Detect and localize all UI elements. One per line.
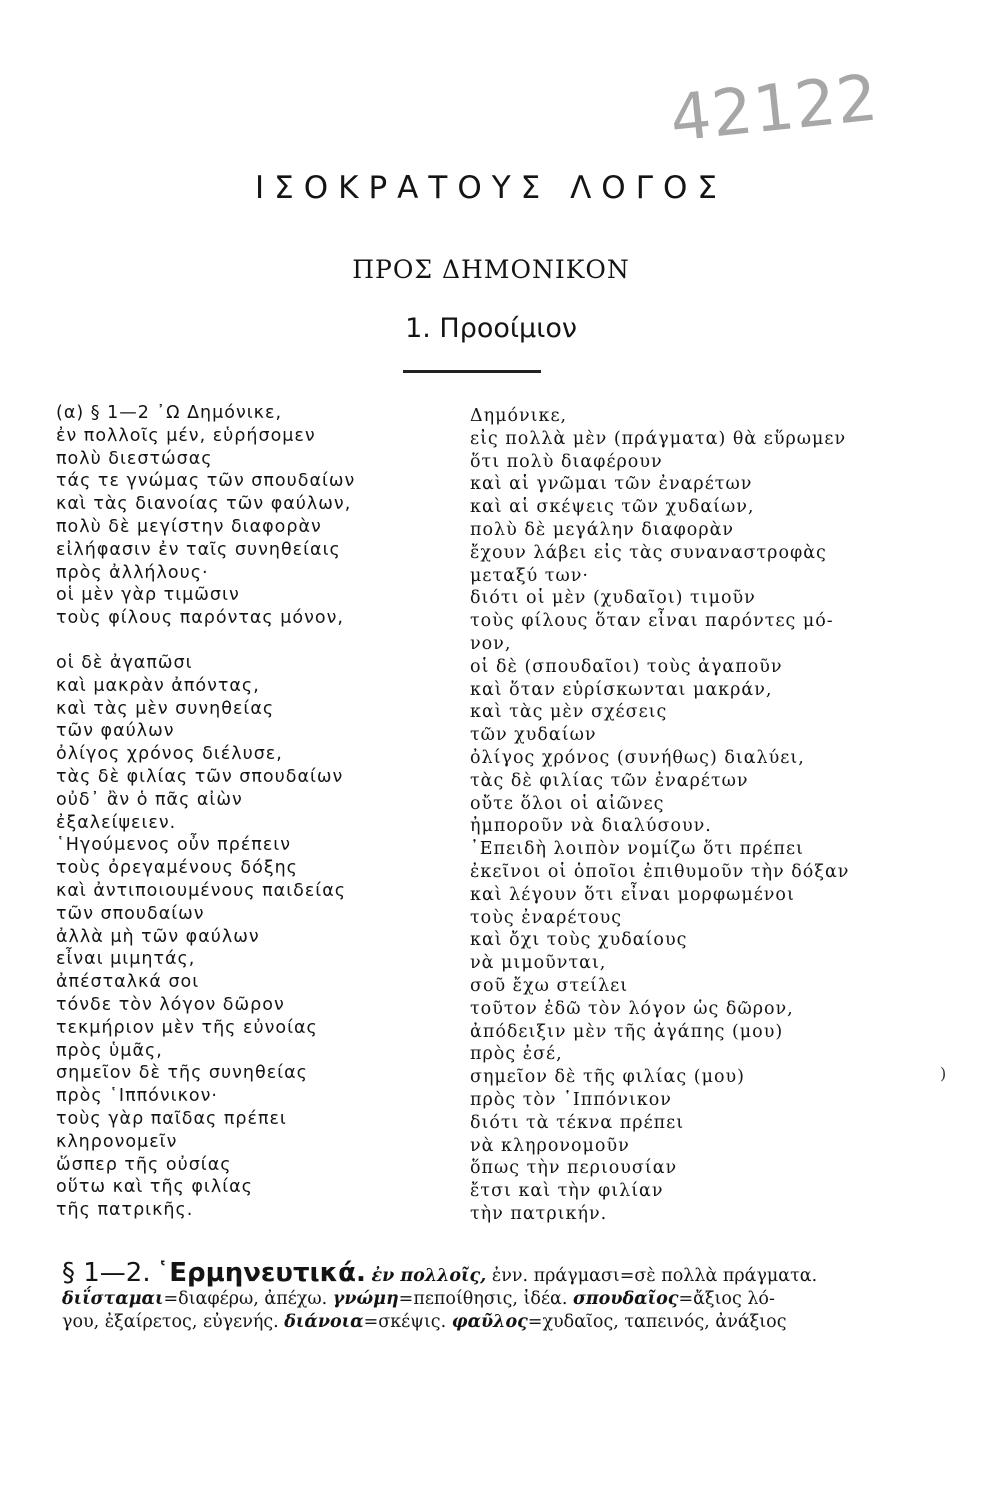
page-title: ΙΣΟΚΡΑΤΟΥΣ ΛΟΓΟΣ bbox=[255, 170, 727, 206]
section-title: 1. Προοίμιον bbox=[405, 313, 577, 344]
note-term: διΐσταμαι bbox=[62, 1289, 164, 1309]
text-line: καὶ τὰς διανοίας τῶν φαύλων, bbox=[56, 494, 352, 515]
note-term: γνώμη bbox=[332, 1289, 399, 1309]
note-text: =διαφέρω, ἀπέχω. bbox=[163, 1289, 333, 1309]
note-term: σπουδαῖος bbox=[572, 1289, 679, 1309]
text-line: πολὺ δὲ μεγίστην διαφορὰν bbox=[56, 516, 322, 537]
translation-line: καὶ λέγουν ὅτι εἶναι μορφωμένοι bbox=[470, 884, 795, 905]
note-text: ἐνν. πράγμασι=σὲ πολλὰ πράγματα. bbox=[486, 1266, 818, 1286]
note-text: =πεποίθησις, ἰδέα. bbox=[398, 1289, 573, 1309]
notes-heading: ῾Ερμηνευτικά. bbox=[156, 1258, 366, 1288]
translation-line: εἰς πολλὰ μὲν (πράγματα) θὰ εὕρωμεν bbox=[470, 428, 847, 449]
translation-line: ἀπόδειξιν μὲν τῆς ἀγάπης (μου) bbox=[470, 1021, 784, 1042]
translation-line: τοῦτον ἐδῶ τὸν λόγον ὡς δῶρον, bbox=[470, 998, 794, 1019]
translation-line: ὅτι πολὺ διαφέρουν bbox=[470, 451, 663, 472]
text-line: εἰλήφασιν ἐν ταῖς συνηθείαις bbox=[56, 539, 341, 560]
translation-line: καὶ αἱ σκέψεις τῶν χυδαίων, bbox=[470, 497, 755, 518]
paragraph-gap bbox=[56, 630, 456, 652]
text-line: τοὺς φίλους παρόντας μόνον, bbox=[56, 608, 344, 629]
translation-line: καὶ τὰς μὲν σχέσεις bbox=[470, 702, 668, 723]
text-line: ῾Ηγούμενος οὖν πρέπειν bbox=[56, 835, 291, 856]
text-line: καὶ μακρὰν ἀπόντας, bbox=[56, 675, 260, 696]
translation-line: ὀλίγος χρόνος (συνήθως) διαλύει, bbox=[470, 747, 805, 768]
translation-line: σημεῖον δὲ τῆς φιλίας (μου) bbox=[470, 1067, 745, 1088]
translation-line: ἔχουν λάβει εἰς τὰς συναναστροφὰς bbox=[470, 542, 827, 563]
translation-line: πρὸς τὸν ῾Ιππόνικον bbox=[470, 1089, 672, 1110]
text-line: τῆς πατρικῆς. bbox=[56, 1200, 194, 1221]
text-line: πρὸς ἀλλήλους· bbox=[56, 562, 209, 583]
translation-line: διότι οἱ μὲν (χυδαῖοι) τιμοῦν bbox=[470, 588, 756, 609]
text-line: τόνδε τὸν λόγον δῶρον bbox=[56, 994, 285, 1015]
note-text: γου, ἐξαίρετος, εὐγενής. bbox=[62, 1312, 285, 1332]
translation-line: τοὺς φίλους ὅταν εἶναι παρόντες μό- bbox=[470, 611, 834, 632]
translation-line: ἔτσι καὶ τὴν φιλίαν bbox=[470, 1181, 664, 1202]
text-line: τάς τε γνώμας τῶν σπουδαίων bbox=[56, 471, 356, 492]
translation-line: νὰ κληρονομοῦν bbox=[470, 1135, 630, 1156]
title-divider bbox=[403, 370, 541, 373]
translation-line: διότι τὰ τέκνα πρέπει bbox=[470, 1112, 685, 1133]
text-line: τοὺς γὰρ παῖδας πρέπει bbox=[56, 1108, 287, 1129]
text-line: οὐδ᾿ ἂν ὁ πᾶς αἰὼν bbox=[56, 789, 243, 810]
text-line: κληρονομεῖν bbox=[56, 1131, 178, 1152]
text-line: οὕτω καὶ τῆς φιλίας bbox=[56, 1177, 253, 1198]
text-line: τὰς δὲ φιλίας τῶν σπουδαίων bbox=[56, 766, 344, 787]
translation-line: καὶ αἱ γνῶμαι τῶν ἐναρέτων bbox=[470, 474, 753, 495]
text-line: καὶ ἀντιποιουμένους παιδείας bbox=[56, 880, 347, 901]
text-line: (α) § 1—2 ᾿Ω Δημόνικε, bbox=[56, 403, 283, 423]
translation-line: νον, bbox=[470, 633, 512, 654]
note-text: =σκέψις. bbox=[363, 1312, 452, 1332]
translation-line: τῶν χυδαίων bbox=[470, 725, 597, 746]
text-line: πολὺ διεστώσας bbox=[56, 448, 213, 469]
translation-line: ὅπως τὴν περιουσίαν bbox=[470, 1158, 678, 1179]
page-subtitle: ΠΡΟΣ ΔΗΜΟΝΙΚΟΝ bbox=[352, 255, 630, 284]
text-line: ἐξαλείψειεν. bbox=[56, 812, 177, 833]
translation-line: σοῦ ἔχω στείλει bbox=[470, 975, 629, 996]
text-line: σημεῖον δὲ τῆς συνηθείας bbox=[56, 1063, 308, 1084]
text-line: ἀπέσταλκά σοι bbox=[56, 972, 200, 993]
text-line: πρὸς ῾Ιππόνικον· bbox=[56, 1086, 218, 1107]
note-term: διάνοια bbox=[284, 1312, 364, 1332]
note-text: =ἄξιος λό- bbox=[678, 1289, 775, 1309]
text-line: τεκμήριον μὲν τῆς εὐνοίας bbox=[56, 1017, 318, 1038]
translation-line: ᾿Επειδὴ λοιπὸν νομίζω ὅτι πρέπει bbox=[470, 839, 804, 860]
text-line: οἱ μὲν γὰρ τιμῶσιν bbox=[56, 585, 240, 606]
text-line: τῶν σπουδαίων bbox=[56, 903, 205, 924]
original-text-column bbox=[56, 402, 456, 1222]
translation-line: οὔτε ὅλοι οἱ αἰῶνες bbox=[470, 793, 665, 814]
translation-line: πρὸς ἐσέ, bbox=[470, 1044, 563, 1065]
note-text: =χυδαῖος, ταπεινός, ἀνάξιος bbox=[527, 1312, 787, 1332]
translation-line: νὰ μιμοῦνται, bbox=[470, 953, 607, 974]
translation-line: ἐκεῖνοι οἱ ὁποῖοι ἐπιθυμοῦν τὴν δόξαν bbox=[470, 861, 850, 882]
margin-mark: ) bbox=[940, 1064, 947, 1083]
text-line: καὶ τὰς μὲν συνηθείας bbox=[56, 698, 275, 719]
translation-line: πολὺ δὲ μεγάλην διαφορὰν bbox=[470, 519, 735, 540]
text-line: οἱ δὲ ἀγαπῶσι bbox=[56, 652, 193, 673]
translation-line: τοὺς ἐναρέτους bbox=[470, 907, 623, 928]
notes-section-ref: § 1—2. bbox=[62, 1258, 151, 1288]
translation-line: καὶ ὅταν εὑρίσκωνται μακράν, bbox=[470, 679, 773, 700]
translation-line: καὶ ὄχι τοὺς χυδαίους bbox=[470, 930, 688, 951]
note-term: ἐν πολλοῖς, bbox=[371, 1266, 487, 1286]
text-line: ἀλλὰ μὴ τῶν φαύλων bbox=[56, 926, 260, 947]
text-line: εἶναι μιμητάς, bbox=[56, 949, 196, 970]
translation-line: μεταξύ των· bbox=[470, 565, 589, 586]
text-line: ὥσπερ τῆς οὐσίας bbox=[56, 1154, 232, 1175]
translation-line: οἱ δὲ (σπουδαῖοι) τοὺς ἀγαποῦν bbox=[470, 656, 783, 677]
text-line: ἐν πολλοῖς μέν, εὑρήσομεν bbox=[56, 425, 316, 446]
note-term: φαῦλος bbox=[451, 1312, 528, 1332]
translation-line: τὴν πατρικήν. bbox=[470, 1203, 608, 1224]
text-line: ὀλίγος χρόνος διέλυσε, bbox=[56, 744, 283, 765]
translation-line: ἠμποροῦν νὰ διαλύσουν. bbox=[470, 816, 712, 837]
translation-line: Δημόνικε, bbox=[470, 406, 568, 426]
handwritten-number: 42122 bbox=[666, 61, 882, 157]
notes-block bbox=[62, 1258, 932, 1334]
translation-line: τὰς δὲ φιλίας τῶν ἐναρέτων bbox=[470, 770, 749, 791]
translation-column bbox=[470, 405, 900, 1226]
text-line: τοὺς ὀρεγαμένους δόξης bbox=[56, 858, 298, 879]
text-line: τῶν φαύλων bbox=[56, 721, 175, 742]
text-line: πρὸς ὑμᾶς, bbox=[56, 1040, 163, 1061]
